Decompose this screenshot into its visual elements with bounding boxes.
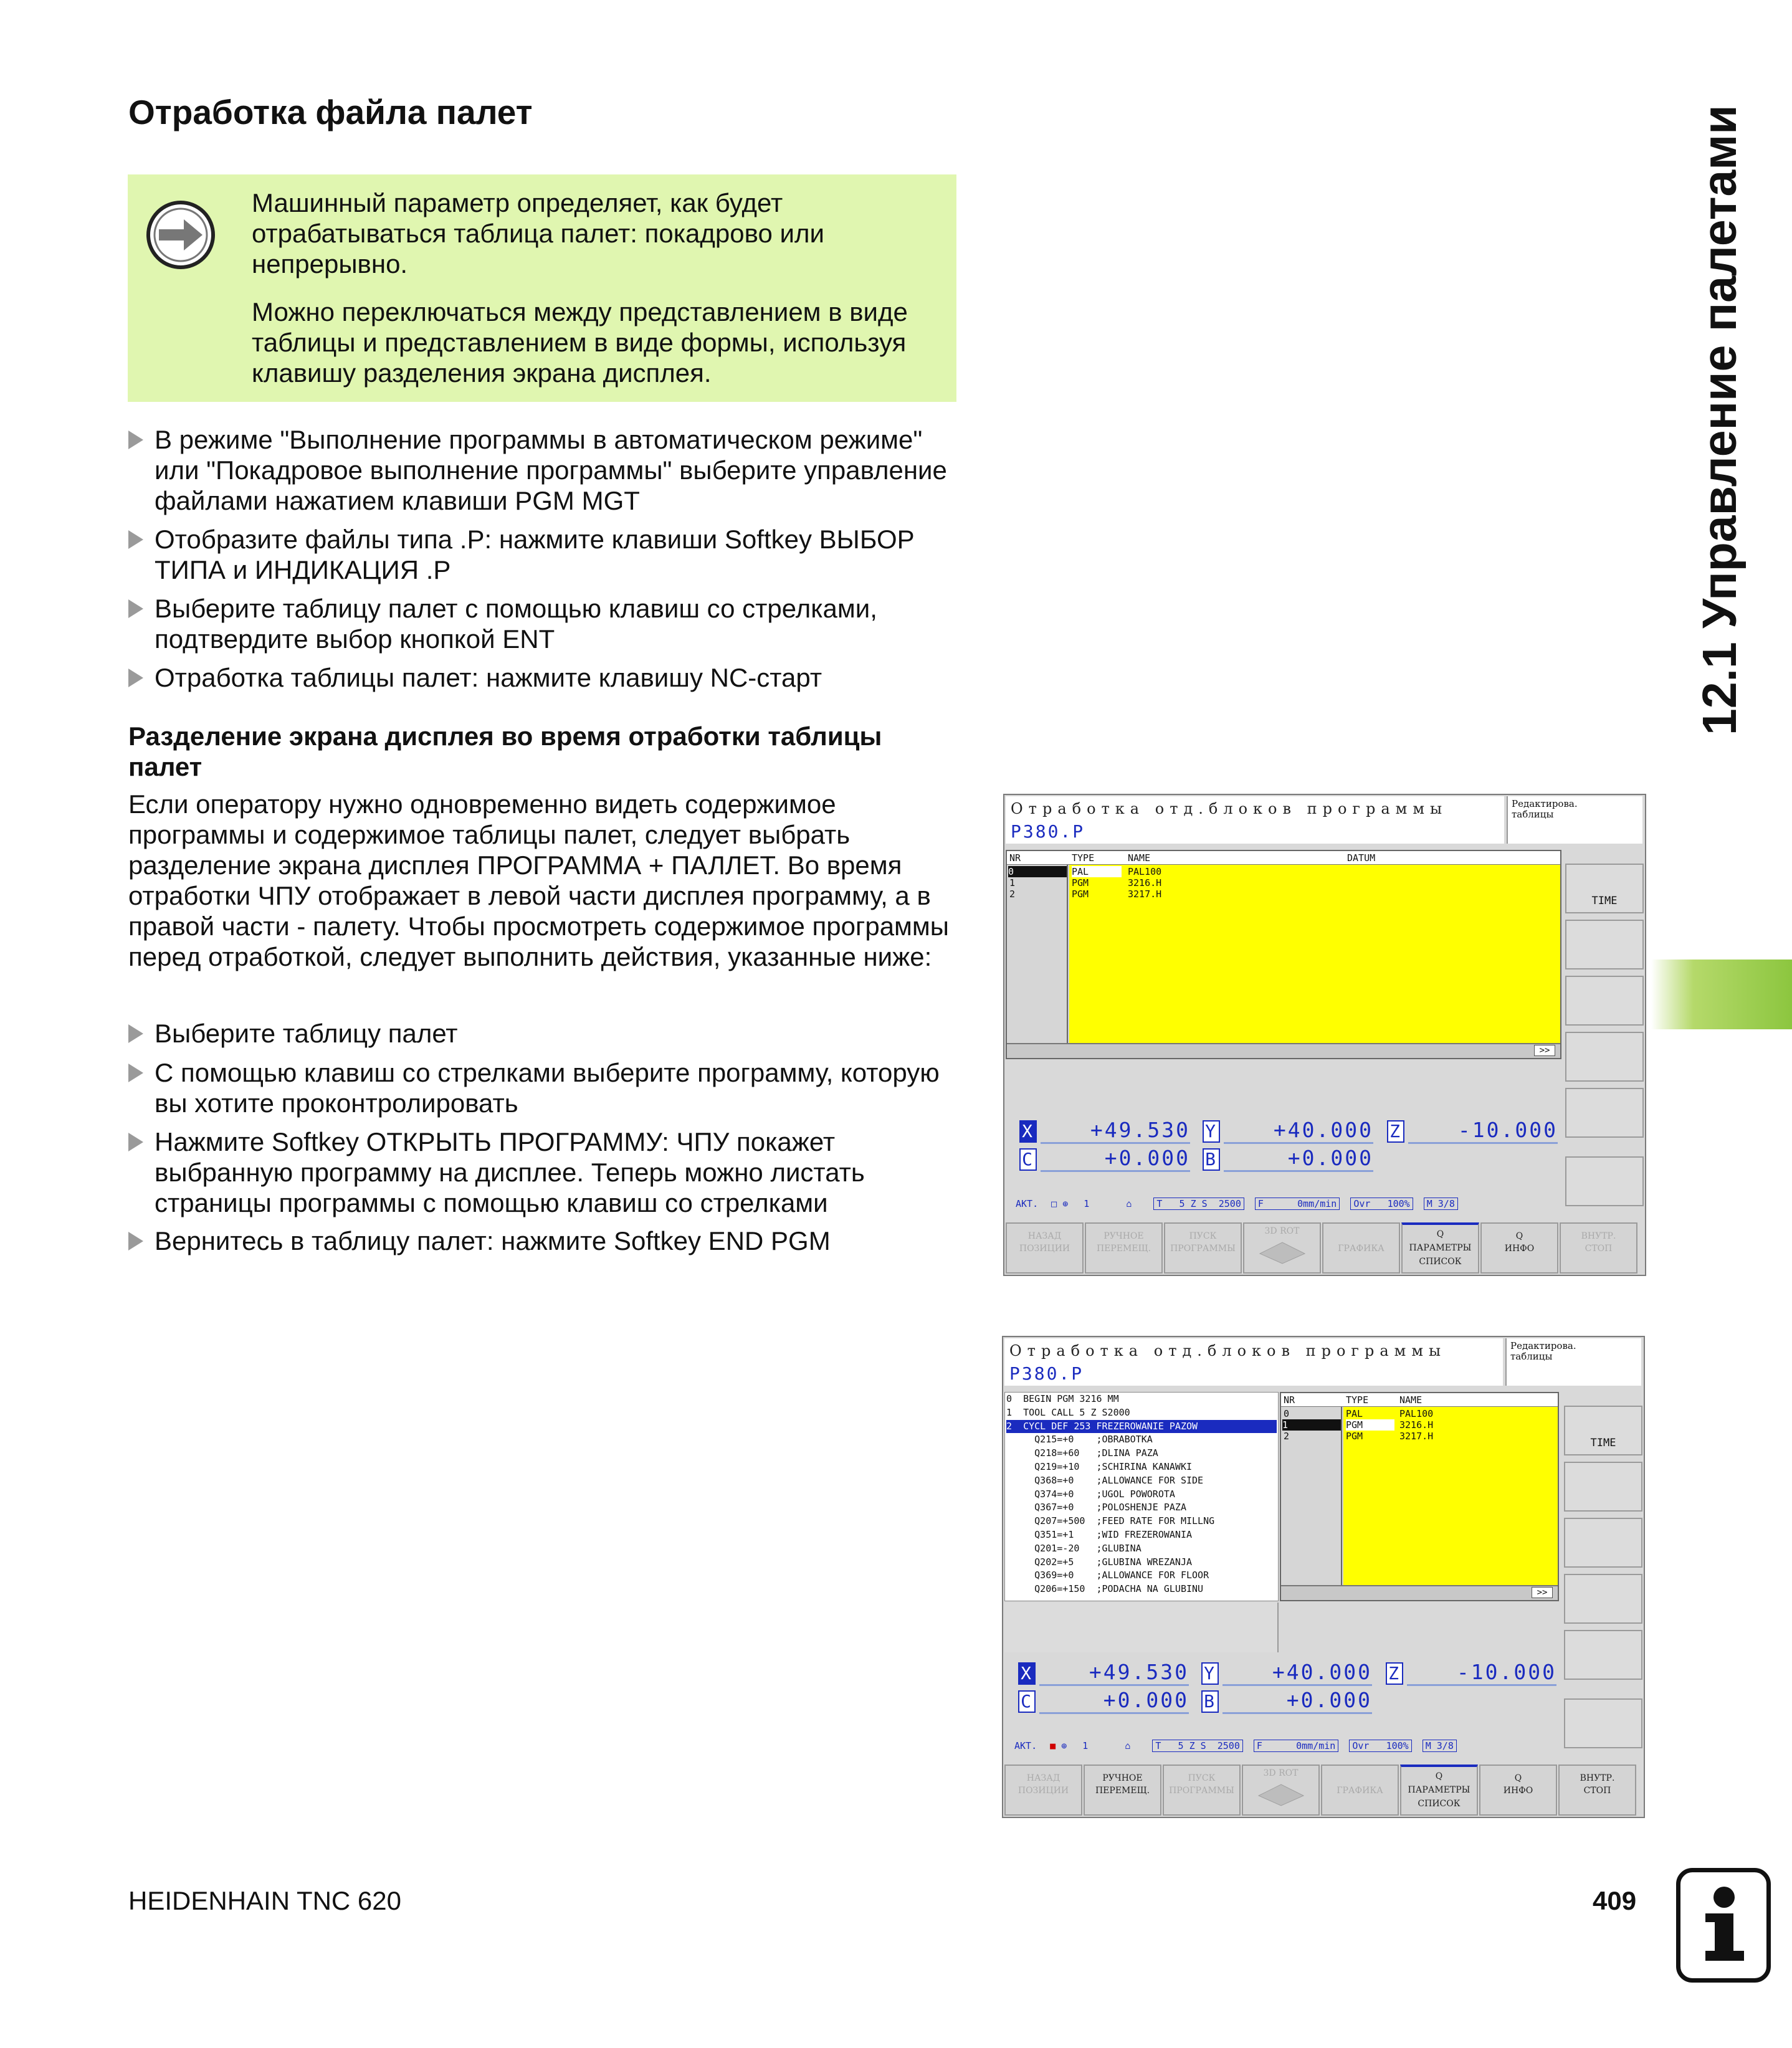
program-line[interactable]: Q201=-20 ;GLUBINA <box>1006 1542 1141 1554</box>
status-ovr: 100% <box>1387 1198 1410 1209</box>
table-row[interactable] <box>1009 888 1015 900</box>
program-line[interactable]: Q218=+60 ;DLINA PAZA <box>1006 1447 1158 1459</box>
tnc-screenshot-split <box>1002 1336 1645 1818</box>
row-type: PAL <box>1072 866 1122 877</box>
row-name: 3216.H <box>1399 1419 1434 1431</box>
softkey-line: ПАРАМЕТРЫ <box>1409 1243 1472 1253</box>
scroll-more-marker[interactable]: >> <box>1532 1587 1553 1598</box>
table-body <box>1343 1407 1558 1585</box>
chapter-tab-marker <box>1651 960 1792 1029</box>
softkey-empty[interactable] <box>1564 1518 1642 1568</box>
status-tool: 5 <box>1179 1198 1185 1209</box>
program-line[interactable]: Q215=+0 ;OBRABOTKA <box>1006 1434 1153 1446</box>
axis-x-display <box>1018 1660 1189 1686</box>
axis-label: C <box>1019 1148 1037 1171</box>
status-feed: 0mm/min <box>1297 1198 1337 1209</box>
axis-label: Y <box>1203 1120 1220 1143</box>
softkey-line: СПИСОК <box>1418 1799 1461 1809</box>
row-name: PAL100 <box>1128 866 1162 877</box>
edit-mode-label <box>1507 796 1642 844</box>
chapter-side-title: 12.1 Управление палетами <box>1693 105 1747 735</box>
dial-icon: ⊕ <box>1061 1740 1067 1751</box>
square-icon: □ <box>1051 1198 1057 1209</box>
status-m: M 3/8 <box>1423 1740 1457 1752</box>
axis-label: Z <box>1386 1662 1403 1685</box>
table-header <box>1281 1393 1558 1407</box>
program-line[interactable]: Q374=+0 ;UGOL POWOROTA <box>1006 1488 1175 1500</box>
softkey-q-param-list[interactable] <box>1401 1222 1479 1274</box>
softkey-line: СТОП <box>1583 1786 1611 1796</box>
status-z: Z <box>1189 1740 1195 1751</box>
program-line[interactable]: Q206=+150 ;PODACHA NA GLUBINU <box>1006 1583 1204 1595</box>
program-line[interactable]: 1 TOOL CALL 5 Z S2000 <box>1006 1406 1130 1418</box>
softkey-line: Q <box>1435 1771 1443 1781</box>
bullet-triangle-icon <box>128 1133 143 1151</box>
softkey-empty[interactable] <box>1565 976 1644 1026</box>
softkey-line: РУЧНОЕ <box>1102 1773 1143 1783</box>
bullet-triangle-icon <box>128 669 143 687</box>
tnc-screenshot-table <box>1003 794 1646 1276</box>
step-text: Выберите таблицу палет с помощью клавиш со стрелками, подтвердите выбор кнопкой ENT <box>155 594 877 654</box>
step-text: Отобразите файлы типа .P: нажмите клавиши Softkey ВЫБОР ТИПА и ИНДИКАЦИЯ .P <box>155 525 915 584</box>
footer-product: HEIDENHAIN TNC 620 <box>128 1886 402 1915</box>
axis-value: +40.000 <box>1224 1118 1373 1144</box>
softkey-line: Q <box>1515 1231 1523 1241</box>
scroll-more-marker[interactable]: >> <box>1534 1045 1555 1056</box>
status-t: T <box>1155 1740 1161 1751</box>
row-type: PGM <box>1072 888 1089 900</box>
axis-value: +0.000 <box>1041 1146 1190 1172</box>
softkey-line: 3D ROT <box>1264 1226 1300 1236</box>
col-name: NAME <box>1399 1394 1423 1406</box>
step-text: В режиме "Выполнение программы в автоматическом режиме" или "Покадровое выполнение программы" выберите управление файлами нажатием клавиши PGM MGT <box>155 425 947 515</box>
program-line[interactable]: Q351=+1 ;WID FREZEROWANIA <box>1006 1529 1193 1540</box>
bullet-triangle-icon <box>128 431 143 449</box>
program-line[interactable]: 0 BEGIN PGM 3216 MM <box>1006 1393 1119 1404</box>
softkey-empty[interactable] <box>1564 1574 1642 1624</box>
edit-mode-line-1: Редактирова. <box>1512 798 1578 809</box>
program-line[interactable]: Q367=+0 ;POLOSHENJE PAZA <box>1006 1502 1186 1513</box>
status-tool: 5 <box>1178 1740 1184 1751</box>
row-nr: 0 <box>1284 1408 1290 1419</box>
row-name: 3217.H <box>1399 1431 1434 1442</box>
status-s: 2500 <box>1217 1740 1240 1751</box>
col-type: TYPE <box>1346 1394 1369 1406</box>
softkey-3d-rot[interactable] <box>1242 1765 1320 1816</box>
softkey-line: ПОЗИЦИИ <box>1019 1244 1070 1254</box>
axis-y-display <box>1203 1118 1373 1144</box>
table-row[interactable] <box>1284 1431 1289 1442</box>
status-num: 1 <box>1084 1198 1090 1209</box>
softkey-line: НАЗАД <box>1026 1773 1060 1783</box>
page-title: Отработка файла палет <box>128 93 533 131</box>
row-type: PGM <box>1072 877 1089 888</box>
softkey-line: ПРОГРАММЫ <box>1169 1786 1234 1796</box>
softkey-q-info[interactable] <box>1480 1222 1558 1274</box>
bullet-triangle-icon <box>128 1024 143 1043</box>
table-header <box>1007 851 1560 865</box>
softkey-time[interactable]: TIME <box>1564 1406 1642 1455</box>
program-line[interactable]: Q202=+5 ;GLUBINA WREZANJA <box>1006 1556 1193 1568</box>
row-nr: 0 <box>1008 866 1014 877</box>
softkey-line: НАЗАД <box>1027 1231 1062 1241</box>
bullet-triangle-icon <box>128 1232 143 1250</box>
bullet-triangle-icon <box>128 1064 143 1082</box>
softkey-line: ГРАФИКА <box>1337 1786 1383 1796</box>
softkey-start-program[interactable] <box>1163 1765 1241 1816</box>
axis-label: B <box>1201 1690 1219 1713</box>
table-row[interactable] <box>1284 1408 1289 1419</box>
program-area-bottom <box>1004 1603 1279 1652</box>
axis-c-display <box>1018 1688 1189 1714</box>
section-heading: Разделение экрана дисплея во время отработки таблицы палет <box>128 722 882 781</box>
pallet-table[interactable] <box>1280 1392 1559 1601</box>
softkey-line: ВНУТР. <box>1580 1773 1615 1783</box>
status-feed: 0mm/min <box>1296 1740 1336 1751</box>
softkey-graphics[interactable] <box>1321 1765 1399 1816</box>
axis-x-display <box>1019 1118 1190 1144</box>
softkey-q-info[interactable] <box>1479 1765 1557 1816</box>
table-scrollbar[interactable] <box>1007 1043 1560 1058</box>
axis-label: Y <box>1201 1662 1219 1685</box>
softkey-line: ПЕРЕМЕЩ. <box>1096 1244 1151 1254</box>
axis-value: +0.000 <box>1039 1688 1189 1714</box>
row-nr: 2 <box>1009 888 1016 900</box>
axis-b-display <box>1201 1688 1372 1714</box>
mode-title: Отработка отд.блоков программы <box>1006 796 1504 819</box>
status-f: F <box>1257 1198 1264 1209</box>
note-text-1: Машинный параметр определяет, как будет отрабатываться таблица палет: покадрово или непрерывно. <box>252 188 824 279</box>
axis-value: +40.000 <box>1222 1660 1372 1686</box>
edit-mode-line-1: Редактирова. <box>1510 1340 1576 1351</box>
step-text: Отработка таблицы палет: нажмите клавишу NC-старт <box>155 663 822 692</box>
edit-mode-line-2: таблицы <box>1510 1351 1553 1362</box>
tool-icon: ⌂ <box>1126 1198 1132 1209</box>
row-type: PGM <box>1346 1419 1394 1431</box>
softkey-manual-move[interactable] <box>1085 1222 1163 1274</box>
softkey-line: ПАРАМЕТРЫ <box>1408 1785 1470 1795</box>
softkey-empty[interactable] <box>1564 1630 1642 1680</box>
axis-label: X <box>1019 1120 1037 1143</box>
status-bar <box>1016 1198 1463 1210</box>
row-nr: 1 <box>1009 877 1016 888</box>
row-nr: 2 <box>1284 1431 1290 1442</box>
stop-square-icon: ■ <box>1050 1740 1056 1751</box>
softkey-internal-stop[interactable] <box>1560 1222 1637 1274</box>
softkey-graphics[interactable] <box>1322 1222 1400 1274</box>
softkey-start-program[interactable] <box>1164 1222 1242 1274</box>
softkey-empty[interactable] <box>1565 1156 1644 1206</box>
softkey-line: Q <box>1514 1773 1522 1783</box>
axis-value: +0.000 <box>1222 1688 1372 1714</box>
row-name: 3216.H <box>1128 877 1162 888</box>
status-t: T <box>1156 1198 1163 1209</box>
softkey-line: СТОП <box>1585 1244 1613 1254</box>
nr-column <box>1007 865 1068 1043</box>
status-m: M 3/8 <box>1424 1198 1458 1210</box>
step-text: Выберите таблицу палет <box>155 1019 458 1048</box>
program-line[interactable]: Q207=+500 ;FEED RATE FOR MILLNG <box>1006 1515 1215 1527</box>
step-text: Вернитесь в таблицу палет: нажмите Softkey END PGM <box>155 1226 831 1255</box>
softkey-line: Q <box>1436 1229 1444 1239</box>
axis-y-display <box>1201 1660 1372 1686</box>
status-akt: АКТ. <box>1016 1198 1039 1209</box>
nr-column <box>1281 1407 1342 1585</box>
status-bar <box>1014 1740 1462 1752</box>
step-text: Нажмите Softkey ОТКРЫТЬ ПРОГРАММУ: ЧПУ покажет выбранную программу на дисплее. Теперь можно листать страницы программы с помощью клавиш со стрелками <box>155 1127 865 1217</box>
axis-value: +49.530 <box>1039 1660 1189 1686</box>
axis-label: X <box>1018 1662 1036 1685</box>
step-text: С помощью клавиш со стрелками выберите программу, которую вы хотите проконтролировать <box>155 1058 940 1118</box>
bullet-triangle-icon <box>128 599 143 618</box>
tool-icon: ⌂ <box>1125 1740 1131 1751</box>
axis-label: C <box>1018 1690 1036 1713</box>
softkey-line: ИНФО <box>1503 1786 1533 1796</box>
softkey-empty[interactable] <box>1565 1032 1644 1082</box>
axis-value: -10.000 <box>1407 1660 1556 1686</box>
table-row[interactable] <box>1008 866 1067 877</box>
status-ovr-label: Ovr <box>1353 1198 1371 1209</box>
softkey-empty[interactable] <box>1564 1462 1642 1512</box>
col-nr: NR <box>1009 852 1021 864</box>
softkey-line: ПУСК <box>1188 1773 1216 1783</box>
softkey-line: ИНФО <box>1504 1244 1535 1254</box>
status-z: Z <box>1190 1198 1196 1209</box>
axis-value: +49.530 <box>1041 1118 1190 1144</box>
softkey-line: ВНУТР. <box>1581 1231 1616 1241</box>
softkey-q-param-list[interactable] <box>1400 1765 1478 1816</box>
status-akt: АКТ. <box>1014 1740 1037 1751</box>
col-nr: NR <box>1284 1394 1295 1406</box>
table-row[interactable] <box>1282 1419 1341 1431</box>
pallet-table[interactable] <box>1006 850 1561 1059</box>
note-text-2: Можно переключаться между представлением в виде таблицы и представлением в виде формы, используя клавишу разделения экрана дисплея. <box>252 297 908 388</box>
program-line[interactable]: Q369=+0 ;ALLOWANCE FOR FLOOR <box>1006 1569 1209 1581</box>
softkey-line: ПЕРЕМЕЩ. <box>1095 1786 1150 1796</box>
softkey-time[interactable]: TIME <box>1565 864 1644 913</box>
status-s: 2500 <box>1218 1198 1241 1209</box>
edit-mode-line-2: таблицы <box>1512 809 1554 820</box>
axis-label: B <box>1203 1148 1220 1171</box>
row-type: PAL <box>1346 1408 1363 1419</box>
rotation-plane-icon <box>1257 1237 1307 1265</box>
table-row[interactable] <box>1009 877 1015 888</box>
softkey-empty[interactable] <box>1565 920 1644 969</box>
info-icon <box>1676 1868 1771 1983</box>
row-name: 3217.H <box>1128 888 1162 900</box>
col-name: NAME <box>1128 852 1151 864</box>
page-number: 409 <box>1593 1886 1637 1915</box>
softkey-line: ПРОГРАММЫ <box>1170 1244 1236 1254</box>
softkey-back-position[interactable] <box>1006 1222 1084 1274</box>
program-line[interactable]: Q368=+0 ;ALLOWANCE FOR SIDE <box>1006 1474 1204 1486</box>
softkey-line: РУЧНОЕ <box>1103 1231 1144 1241</box>
edit-mode-label <box>1505 1338 1641 1386</box>
status-s-label: S <box>1201 1198 1208 1209</box>
program-line-selected[interactable]: 2 CYCL DEF 253 FREZEROWANIE PAZOW <box>1006 1420 1277 1434</box>
axis-value: +0.000 <box>1224 1146 1373 1172</box>
axis-c-display <box>1019 1146 1190 1172</box>
softkey-line: СПИСОК <box>1419 1257 1462 1267</box>
status-f: F <box>1256 1740 1262 1751</box>
program-line[interactable]: Q219=+10 ;SCHIRINA KANAWKI <box>1006 1461 1193 1472</box>
row-type: PGM <box>1346 1431 1363 1442</box>
info-glyph <box>1680 1872 1766 1978</box>
softkey-empty[interactable] <box>1564 1698 1642 1748</box>
bullet-triangle-icon <box>128 530 143 549</box>
axis-label: Z <box>1387 1120 1404 1143</box>
softkey-line: 3D ROT <box>1263 1768 1299 1778</box>
program-listing[interactable] <box>1004 1392 1279 1601</box>
axis-z-display <box>1387 1118 1558 1144</box>
mode-title: Отработка отд.блоков программы <box>1004 1338 1503 1361</box>
softkey-back-position[interactable] <box>1004 1765 1082 1816</box>
softkey-empty[interactable] <box>1565 1088 1644 1138</box>
note-box <box>128 174 956 402</box>
row-nr: 1 <box>1282 1419 1289 1431</box>
section-paragraph: Если оператору нужно одновременно видеть содержимое программы и содержимое таблицы палет, следует выбрать разделение экрана дисплея ПРОГРАММА + ПАЛЛЕТ. Во время отработки ЧПУ отображает в левой части дисплея программу, а в правой части - палету. Чтобы просмотреть содержимое программы перед отработкой, следует выполнить действия, указанные ниже: <box>128 789 949 971</box>
axis-value: -10.000 <box>1408 1118 1558 1144</box>
program-name: P380.P <box>1004 1361 1503 1386</box>
row-name: PAL100 <box>1399 1408 1434 1419</box>
softkey-3d-rot[interactable] <box>1243 1222 1321 1274</box>
col-type: TYPE <box>1072 852 1095 864</box>
rotation-plane-icon <box>1256 1779 1306 1807</box>
col-datum: DATUM <box>1347 852 1376 864</box>
axis-z-display <box>1386 1660 1556 1686</box>
softkey-line: ПОЗИЦИИ <box>1018 1786 1069 1796</box>
table-scrollbar[interactable] <box>1281 1585 1558 1600</box>
dial-icon: ⊕ <box>1062 1198 1069 1209</box>
status-num: 1 <box>1082 1740 1089 1751</box>
arrow-right-icon <box>145 199 216 270</box>
status-s-label: S <box>1200 1740 1206 1751</box>
axis-b-display <box>1203 1146 1373 1172</box>
softkey-manual-move[interactable] <box>1084 1765 1161 1816</box>
softkey-line: ПУСК <box>1189 1231 1217 1241</box>
softkey-internal-stop[interactable] <box>1558 1765 1636 1816</box>
status-ovr-label: Ovr <box>1352 1740 1370 1751</box>
status-ovr: 100% <box>1386 1740 1409 1751</box>
softkey-line: ГРАФИКА <box>1338 1244 1385 1254</box>
program-name: P380.P <box>1006 819 1504 844</box>
